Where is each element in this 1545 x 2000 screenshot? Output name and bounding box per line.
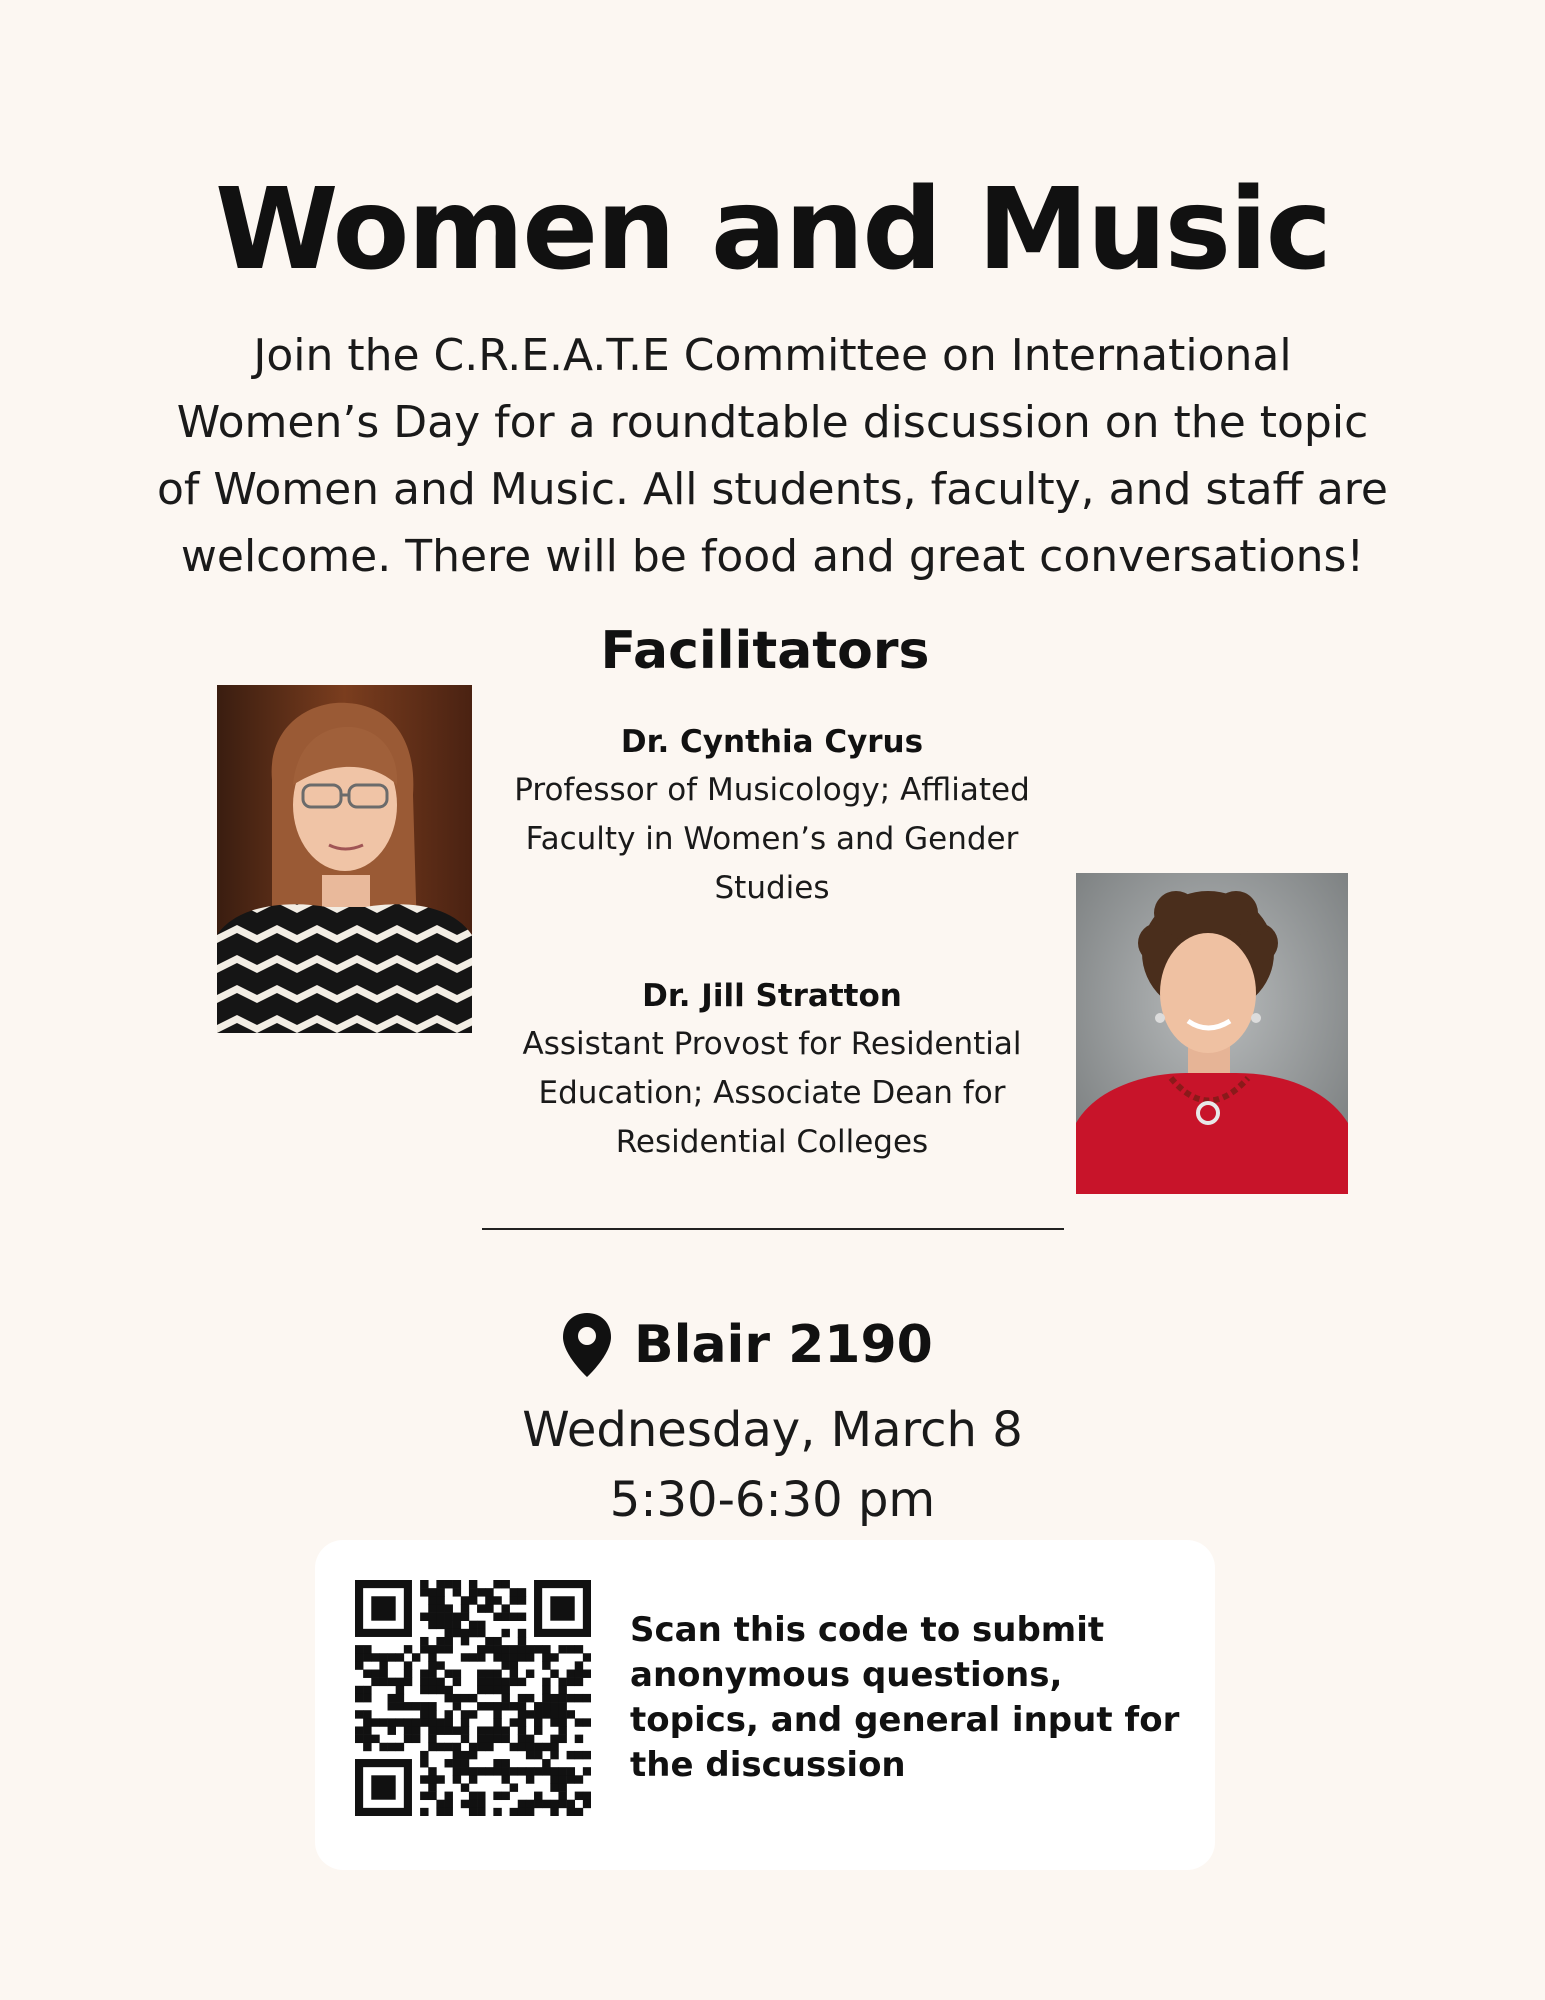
poster-title: Women and Music (215, 165, 1330, 295)
facilitator-stratton (492, 972, 1052, 1167)
qr-instructions: Scan this code to submit anonymous questions, topics, and general input for the discussion (630, 1610, 1180, 1785)
facilitator-photo-cyrus (217, 685, 472, 1033)
intro-text: Join the C.R.E.A.T.E Committee on International Women’s Day for a roundtable discussion on the topic of Women and Music. All students, faculty, and staff are welcome. There will be food and great conversations! (157, 330, 1388, 582)
facilitator-photo-stratton (1076, 873, 1348, 1194)
facilitator-name: Dr. Jill Stratton (642, 978, 902, 1014)
facilitator-name: Dr. Cynthia Cyrus (620, 724, 924, 760)
divider-line (482, 1228, 1064, 1230)
qr-code[interactable] (355, 1580, 591, 1816)
event-location (560, 1310, 933, 1380)
facilitator-cyrus (492, 718, 1052, 913)
map-pin-icon (560, 1311, 614, 1379)
event-time: 5:30-6:30 pm (609, 1472, 936, 1528)
facilitator-role: Assistant Provost for Residential Education; Associate Dean for Residential Colleges (522, 1026, 1022, 1160)
location-label: Blair 2190 (634, 1315, 933, 1375)
facilitators-heading: Facilitators (600, 621, 930, 681)
qr-card (315, 1540, 1215, 1870)
event-date: Wednesday, March 8 (522, 1402, 1023, 1458)
facilitator-role: Professor of Musicology; Affliated Faculty in Women’s and Gender Studies (514, 772, 1030, 906)
